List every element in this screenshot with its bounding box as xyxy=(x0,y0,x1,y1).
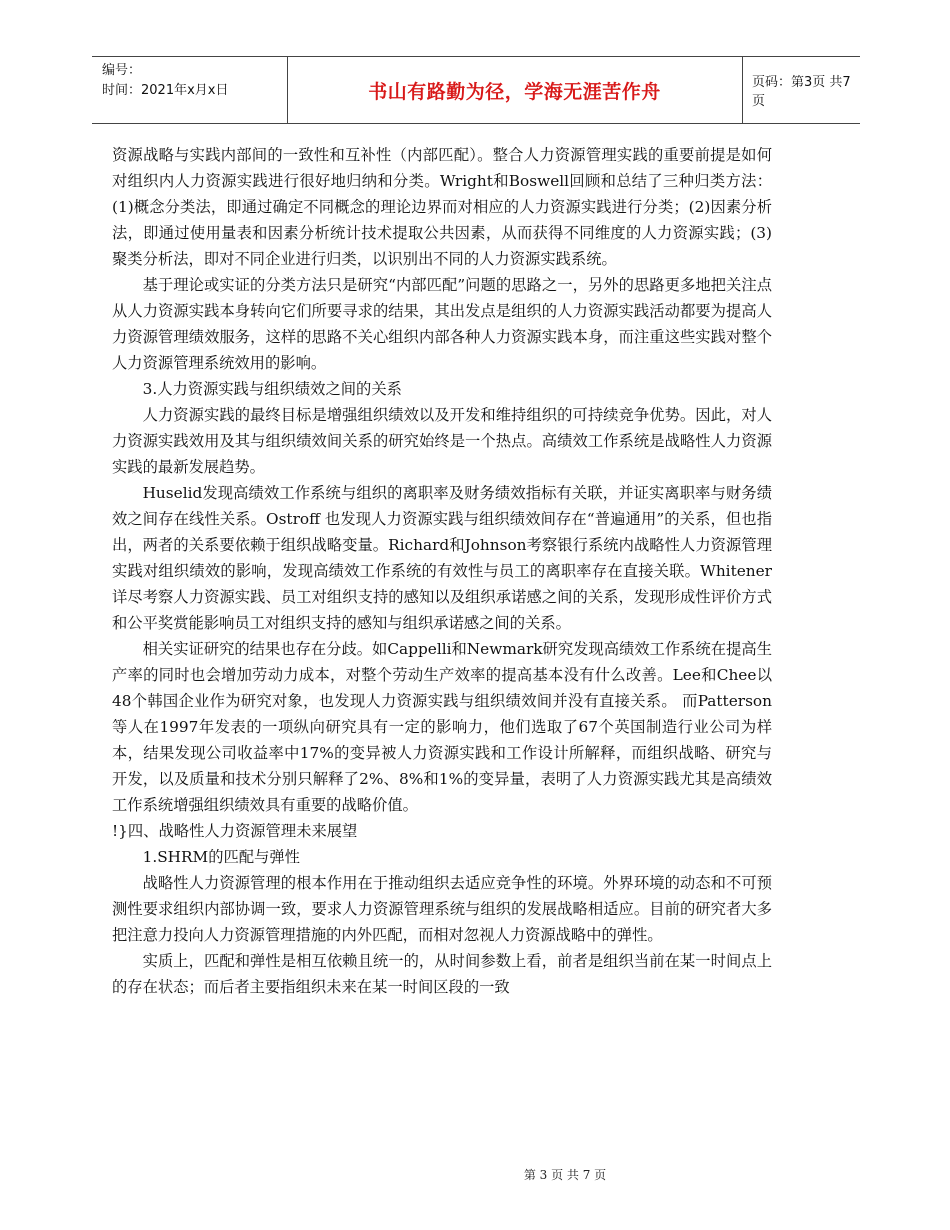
paragraph: 相关实证研究的结果也存在分歧。如Cappelli和Newmark研究发现高绩效工作系统在提高生产率的同时也会增加劳动力成本，对整个劳动生产效率的提高基本没有什么改善。Lee和Chee以48个韩国企业作为研究对象，也发现人力资源实践与组织绩效间并没有直接关系。 而Patterson等人在1997年发表的一项纵向研究具有一定的影响力，他们选取了67个英国制造行业公司为样本，结果发现公司收益率中17%的变异被人力资源实践和工作设计所解释，而组织战略、研究与开发，以及质量和技术分别只解释了2%、8%和1%的变异量，表明了人力资源实践尤其是高绩效工作系统增强组织绩效具有重要的战略价值。 xyxy=(112,640,772,814)
document-time-label: 时间：2021年x月x日 xyxy=(102,83,229,98)
page-header xyxy=(92,56,860,124)
header-motto: 书山有路勤为径，学海无涯苦作舟 xyxy=(368,80,661,103)
header-page-number: 页码：第3页 共7页 xyxy=(752,75,851,109)
paragraph: 资源战略与实践内部间的一致性和互补性（内部匹配）。整合人力资源管理实践的重要前提是如何对组织内人力资源实践进行很好地归纳和分类。Wright和Boswell回顾和总结了三种归类方法：(1)概念分类法，即通过确定不同概念的理论边界而对相应的人力资源实践进行分类；(2)因素分析法，即通过使用量表和因素分析统计技术提取公共因素，从而获得不同维度的人力资源实践；(3)聚类分析法，即对不同企业进行归类，以识别出不同的人力资源实践系统。 xyxy=(112,146,772,268)
paragraph: 基于理论或实证的分类方法只是研究“内部匹配”问题的思路之一，另外的思路更多地把关注点从人力资源实践本身转向它们所要寻求的结果，其出发点是组织的人力资源实践活动都要为提高人力资源管理绩效服务，这样的思路不关心组织内部各种人力资源实践本身，而注重这些实践对整个人力资源管理系统效用的影响。 xyxy=(112,276,772,372)
subsection-heading: 1.SHRM的匹配与弹性 xyxy=(142,848,300,866)
section-heading: 3.人力资源实践与组织绩效之间的关系 xyxy=(142,380,402,398)
document-body xyxy=(112,142,772,1000)
document-number-label: 编号： xyxy=(102,63,142,78)
paragraph: 人力资源实践的最终目标是增强组织绩效以及开发和维持组织的可持续竞争优势。因此，对人力资源实践效用及其与组织绩效间关系的研究始终是一个热点。高绩效工作系统是战略性人力资源实践的最新发展趋势。 xyxy=(112,406,772,476)
paragraph: Huselid发现高绩效工作系统与组织的离职率及财务绩效指标有关联，并证实离职率与财务绩效之间存在线性关系。Ostroff 也发现人力资源实践与组织绩效间存在“普遍通用”的关系，但也指出，两者的关系要依赖于组织战略变量。Richard和Johnson考察银行系统内战略性人力资源管理实践对组织绩效的影响，发现高绩效工作系统的有效性与员工的离职率存在直接关联。Whitener 详尽考察人力资源实践、员工对组织支持的感知以及组织承诺感之间的关系，发现形成性评价方式和公平奖赏能影响员工对组织支持的感知与组织承诺感之间的关系。 xyxy=(112,484,772,632)
paragraph: 战略性人力资源管理的根本作用在于推动组织去适应竞争性的环境。外界环境的动态和不可预测性要求组织内部协调一致，要求人力资源管理系统与组织的发展战略相适应。目前的研究者大多把注意力投向人力资源管理措施的内外匹配，而相对忽视人力资源战略中的弹性。 xyxy=(112,874,772,944)
section-heading: !}四、战略性人力资源管理未来展望 xyxy=(112,822,358,840)
paragraph: 实质上，匹配和弹性是相互依赖且统一的，从时间参数上看，前者是组织当前在某一时间点上的存在状态；而后者主要指组织未来在某一时间区段的一致 xyxy=(112,952,772,996)
page-footer: 第 3 页 共 7 页 xyxy=(523,1168,607,1182)
header-meta xyxy=(102,61,292,101)
header-divider xyxy=(742,57,743,123)
